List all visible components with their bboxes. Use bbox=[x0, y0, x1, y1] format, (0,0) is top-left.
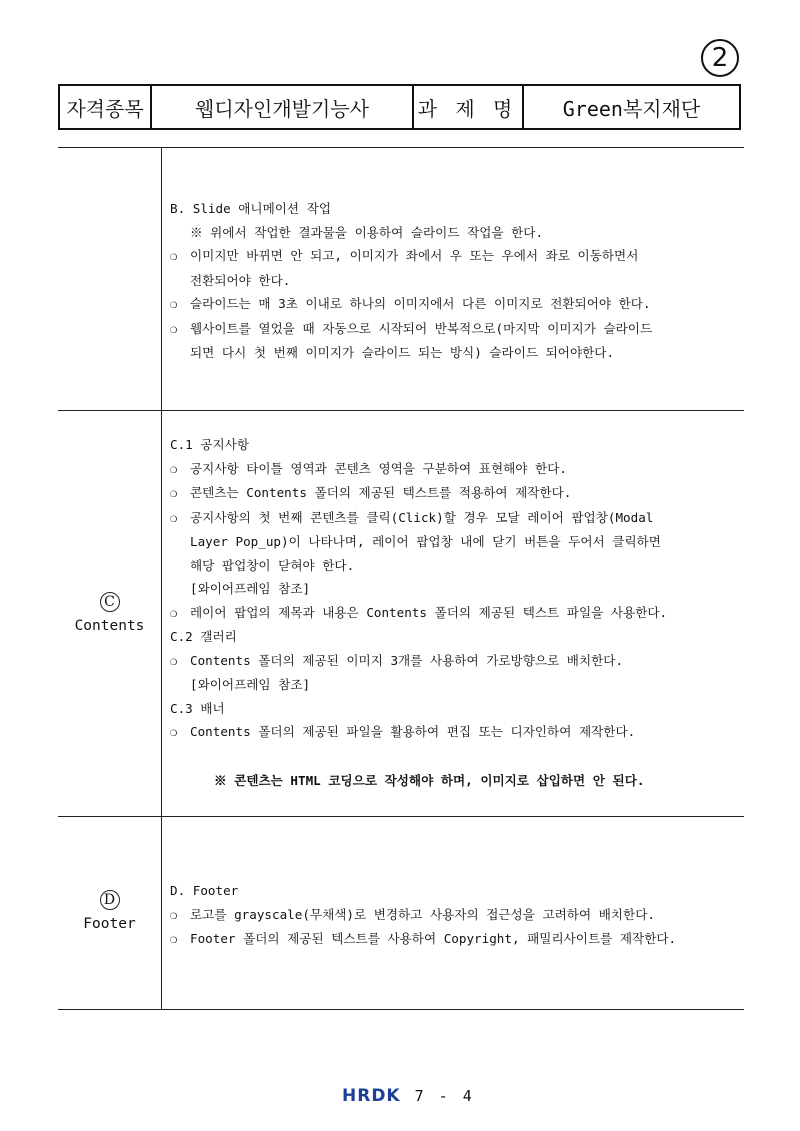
continuation-text: Layer Pop_up)이 나타나며, 레이어 팝업창 내에 닫기 버튼을 두어서 클릭하면 bbox=[190, 534, 661, 549]
continuation-text: 되면 다시 첫 번째 이미지가 슬라이드 되는 방식) 슬라이드 되어야한다. bbox=[190, 345, 615, 360]
heading-text: C.3 배너 bbox=[170, 700, 225, 716]
bullet-text: 슬라이드는 매 3초 이내로 하나의 이미지에서 다른 이미지로 전환되어야 한다. bbox=[190, 296, 651, 311]
section-heading bbox=[170, 697, 740, 721]
bullet-item bbox=[170, 649, 740, 674]
bullet-circle-icon: ❍ bbox=[170, 486, 178, 500]
bullet-text: 콘텐츠는 Contents 폴더의 제공된 텍스트를 적용하여 제작한다. bbox=[190, 485, 572, 500]
bullet-item bbox=[170, 317, 740, 342]
contents-mark: C bbox=[100, 592, 120, 612]
bullet-item bbox=[170, 720, 740, 745]
bullet-item bbox=[170, 292, 740, 317]
continuation-text: [와이어프레임 참조] bbox=[190, 677, 311, 692]
header-table bbox=[58, 84, 741, 130]
continuation-text: 해당 팝업창이 닫혀야 한다. bbox=[190, 557, 355, 573]
bullet-item bbox=[170, 481, 740, 506]
continuation-line bbox=[170, 530, 740, 554]
footer-section-content bbox=[170, 879, 740, 952]
bullet-circle-icon: ❍ bbox=[170, 605, 178, 620]
footer-mark: D bbox=[100, 890, 120, 910]
bullet-text: 이미지만 바뀌면 안 되고, 이미지가 좌에서 우 또는 우에서 좌로 이동하면서 bbox=[190, 248, 639, 263]
bullet-text: Footer 폴더의 제공된 텍스트를 사용하여 Copyright, 패밀리사이트를 제작한다. bbox=[190, 931, 677, 946]
bullet-text: 웹사이트를 열었을 때 자동으로 시작되어 반복적으로(마지막 이미지가 슬라이드 bbox=[190, 320, 653, 336]
footer-section-label bbox=[58, 890, 161, 932]
note-text: ※ 위에서 작업한 결과물을 이용하여 슬라이드 작업을 한다. bbox=[190, 224, 544, 240]
page-footer bbox=[342, 1086, 475, 1106]
continuation-line bbox=[170, 577, 740, 601]
section-heading bbox=[170, 879, 740, 903]
bullet-circle-icon: ❍ bbox=[170, 461, 178, 476]
continuation-line bbox=[170, 341, 740, 365]
slide-section-content bbox=[170, 197, 740, 365]
contents-note: ※ 콘텐츠는 HTML 코딩으로 작성해야 하며, 이미지로 삽입하면 안 된다. bbox=[214, 773, 645, 788]
hrdk-logo: HRDK bbox=[342, 1086, 401, 1106]
bullet-circle-icon: ❍ bbox=[170, 907, 178, 922]
contents-label: Contents bbox=[74, 618, 145, 634]
bullet-circle-icon: ❍ bbox=[170, 653, 178, 668]
heading-text: B. Slide 애니메이션 작업 bbox=[170, 201, 331, 216]
bullet-text: 공지사항의 첫 번째 콘텐츠를 클릭(Click)할 경우 모달 레이어 팝업창(Modal bbox=[190, 509, 654, 525]
table-bottom-rule bbox=[58, 1009, 744, 1010]
bullet-text: 로고를 grayscale(무채색)로 변경하고 사용자의 접근성을 고려하여 배치한다. bbox=[190, 906, 655, 922]
continuation-line bbox=[170, 673, 740, 697]
bullet-circle-icon: ❍ bbox=[170, 321, 178, 336]
bullet-circle-icon: ❍ bbox=[170, 725, 178, 739]
section-heading bbox=[170, 433, 740, 457]
section-heading bbox=[170, 197, 740, 221]
bullet-item bbox=[170, 457, 740, 482]
footer-label: Footer bbox=[83, 916, 136, 932]
bullet-circle-icon: ❍ bbox=[170, 510, 178, 525]
bullet-item bbox=[170, 601, 740, 626]
heading-text: C.2 갤러리 bbox=[170, 629, 237, 644]
continuation-line bbox=[170, 554, 740, 578]
task-value: Green복지재단 bbox=[562, 96, 701, 121]
continuation-text: [와이어프레임 참조] bbox=[190, 581, 311, 596]
contents-section-label bbox=[58, 592, 161, 634]
bullet-circle-icon: ❍ bbox=[170, 249, 178, 263]
continuation-text: 전환되어야 한다. bbox=[190, 272, 291, 288]
bullet-item bbox=[170, 903, 740, 928]
bullet-text: Contents 폴더의 제공된 파일을 활용하여 편집 또는 디자인하여 제작한다. bbox=[190, 724, 636, 739]
heading-text: C.1 공지사항 bbox=[170, 437, 249, 452]
bullet-text: 레이어 팝업의 제목과 내용은 Contents 폴더의 제공된 텍스트 파일을 사용한다. bbox=[190, 604, 668, 620]
column-divider bbox=[161, 147, 162, 1009]
bullet-item bbox=[170, 506, 740, 531]
qualification-label: 자격종목 bbox=[60, 86, 152, 128]
bullet-circle-icon: ❍ bbox=[170, 932, 178, 946]
bullet-item bbox=[170, 244, 740, 269]
section-heading bbox=[170, 625, 740, 649]
page-badge: 2 bbox=[701, 39, 739, 77]
contents-section-content bbox=[170, 433, 740, 745]
bullet-text: 공지사항 타이틀 영역과 콘텐츠 영역을 구분하여 표현해야 한다. bbox=[190, 460, 567, 476]
page-number: 7 - 4 bbox=[414, 1087, 475, 1105]
qualification-value: 웹디자인개발기능사 bbox=[152, 86, 414, 128]
heading-text: D. Footer bbox=[170, 883, 239, 898]
bullet-item bbox=[170, 927, 740, 952]
task-label: 과 제 명 bbox=[414, 86, 524, 128]
bullet-circle-icon: ❍ bbox=[170, 297, 178, 311]
continuation-line bbox=[170, 269, 740, 293]
note-line bbox=[170, 221, 740, 245]
bullet-text: Contents 폴더의 제공된 이미지 3개를 사용하여 가로방향으로 배치한다. bbox=[190, 652, 624, 668]
